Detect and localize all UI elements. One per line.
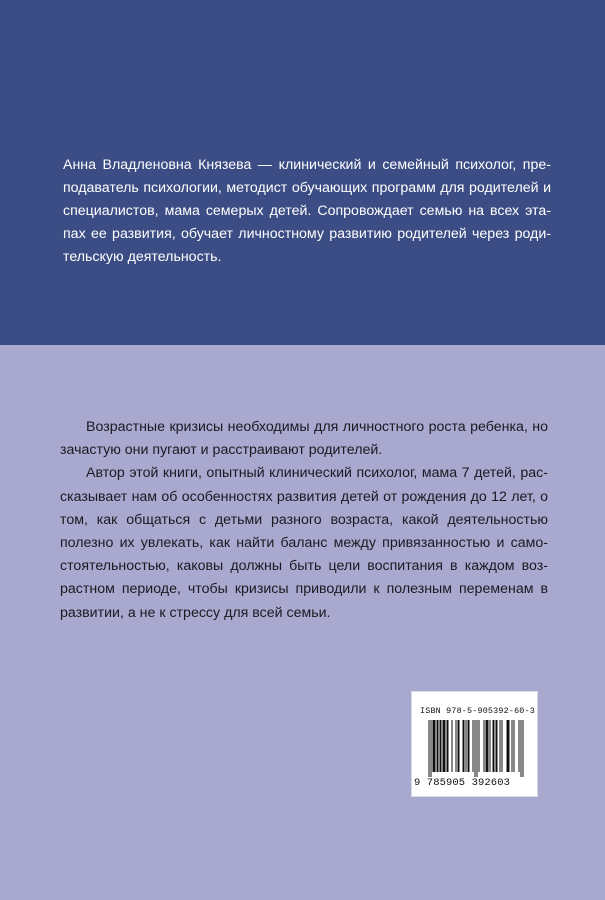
barcode-bar: [507, 720, 510, 772]
barcode-bar: [519, 720, 520, 772]
barcode-bar: [496, 720, 498, 772]
barcode-bar: [447, 720, 449, 772]
barcode-bar: [512, 720, 513, 772]
back-cover-top-panel: [0, 0, 605, 345]
book-description: [60, 416, 548, 625]
barcode-bar: [443, 720, 446, 772]
description-paragraph: Автор этой книги, опытный клинический психолог, мама 7 детей, рассказывает нам об особенностях развития детей от рождения до 12 лет, о том, как общаться с детьми разного возраста, какой деятельностью полезно их увлекать, как найти баланс между привязанностью и самостоятельностью, каковы должны быть цели воспитания в каждом возрастном периоде, чтобы кризисы приводили к полезным переменам в развитии, а не к стрессу для всей семьи.: [60, 465, 548, 621]
barcode-bar: [429, 720, 430, 777]
barcode-bar: [437, 720, 439, 772]
barcode-bar: [521, 720, 522, 777]
barcode-bar: [523, 720, 524, 777]
isbn-barcode-block: [411, 691, 538, 797]
barcode-bar: [433, 720, 436, 772]
barcode-bar: [440, 720, 442, 772]
back-cover-bottom-panel: [0, 345, 605, 900]
description-paragraph: Возрастные кризисы необходимы для личностного роста ребенка, но зачастую они пугают и расстраивают родителей.: [60, 419, 548, 459]
barcode-bar: [431, 720, 432, 777]
barcode-bar: [500, 720, 501, 772]
barcode-icon: [426, 720, 526, 777]
barcode-bar: [463, 720, 465, 772]
barcode-bar: [479, 720, 480, 772]
barcode-bar: [514, 720, 515, 772]
barcode-bar: [456, 720, 457, 772]
barcode-bar: [486, 720, 489, 772]
barcode-bar: [458, 720, 460, 772]
barcode-bar: [452, 720, 453, 772]
barcode-bar: [468, 720, 470, 772]
barcode-bar: [466, 720, 467, 772]
barcode-digits: 9 785905 392603: [414, 777, 511, 789]
barcode-bar: [493, 720, 495, 772]
author-bio: Анна Владленовна Князева — клинический и семейный психолог, преподаватель психологии, методист обучающих программ для родителей и специалистов, мама семерых детей. Сопровождает семью на всех этапах ее развития, обучает личностному развитию родителей через родительскую деятельность.: [63, 157, 551, 265]
isbn-label: ISBN 978-5-905392-60-3: [420, 706, 535, 716]
barcode-bar: [475, 720, 476, 777]
barcode-bar: [502, 720, 503, 772]
barcode-bar: [484, 720, 485, 772]
barcode-bar: [477, 720, 478, 777]
barcode-bar: [490, 720, 491, 772]
barcode-bar: [473, 720, 474, 772]
